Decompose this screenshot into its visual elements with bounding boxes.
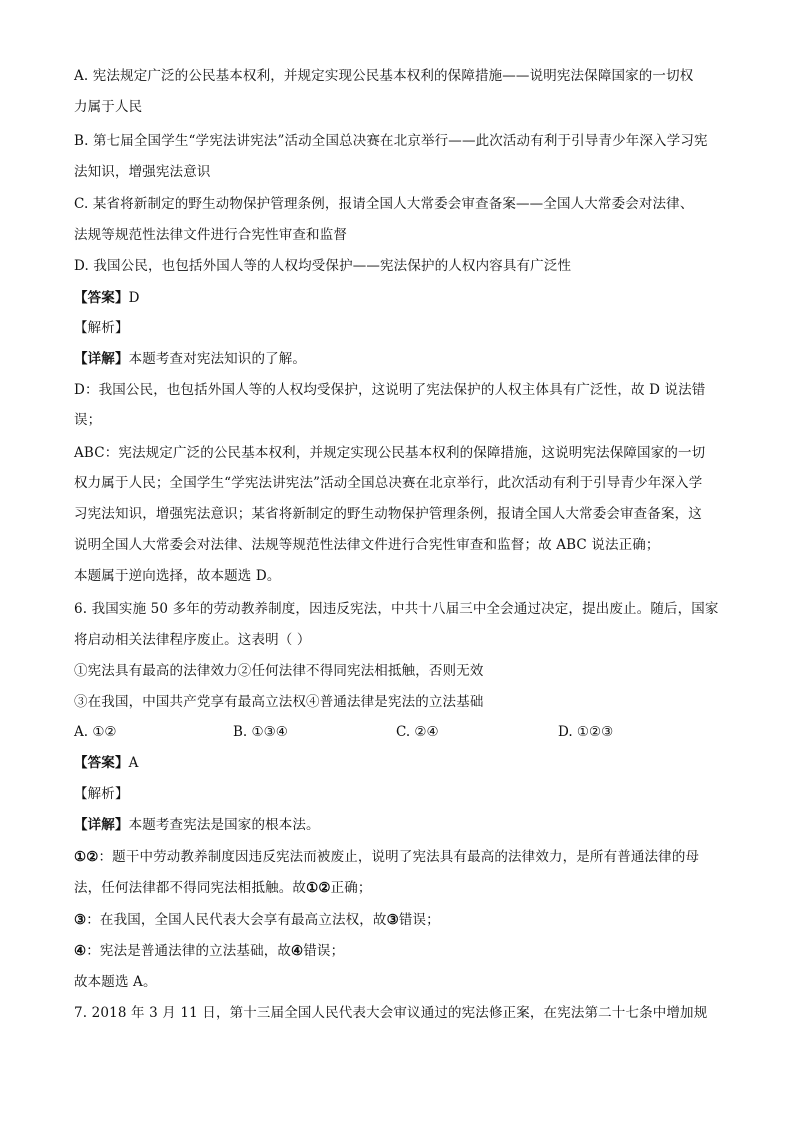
q6-statements-line2: ③在我国，中国共产党享有最高立法权④普通法律是宪法的立法基础 <box>74 694 484 710</box>
explain-text: ：宪法是普通法律的立法基础，故 <box>86 943 292 959</box>
explain-text: ：题干中劳动教养制度因违反宪法而被废止，说明了宪法具有最高的法律效力，是所有普通法律的母 <box>98 849 700 865</box>
q5-option-d-line1: D. 我国公民，也包括外国人等的人权均受保护——宪法保护的人权内容具有广泛性 <box>74 258 572 274</box>
q5-abc-explain-line1: ABC：宪法规定广泛的公民基本权利，并规定实现公民基本权利的保障措施，这说明宪法保障国家的一切 <box>74 445 706 461</box>
circled-marks: ①② <box>306 880 331 896</box>
q7-stem-line1: 7. 2018 年 3 月 11 日，第十三届全国人民代表大会审议通过的宪法修正案，在宪法第二十七条中增加规 <box>74 1005 708 1021</box>
q6-option-c: C. ②④ <box>396 724 439 740</box>
q6-conclusion: 故本题选 A。 <box>74 974 157 990</box>
q6-stem-line1: 6. 我国实施 50 多年的劳动教养制度，因违反宪法，中共十八届三中全会通过决定，提出废止。随后，国家 <box>74 601 719 617</box>
q6-explain-4 <box>74 941 724 961</box>
explain-text: ：在我国，全国人民代表大会享有最高立法权，故 <box>86 912 387 928</box>
q5-option-c-line1: C. 某省将新制定的野生动物保护管理条例，报请全国人大常委会审查备案——全国人大常委会对法律、 <box>74 196 694 212</box>
q5-d-explain-line2: 误； <box>74 412 102 428</box>
answer-value: D <box>128 290 140 306</box>
q6-explain-3 <box>74 910 724 930</box>
q5-option-b-line1: B. 第七届全国学生“学宪法讲宪法”活动全国总决赛在北京举行——此次活动有利于引导青少年深入学习宪 <box>74 133 708 149</box>
detail-intro: 本题考查对宪法知识的了解。 <box>128 351 307 367</box>
q5-option-a-line1: A. 宪法规定广泛的公民基本权利，并规定实现公民基本权利的保障措施——说明宪法保障国家的一切权 <box>74 68 694 84</box>
q6-option-a: A. ①② <box>74 724 117 740</box>
answer-value: A <box>128 755 139 771</box>
q6-option-b: B. ①③④ <box>233 724 288 740</box>
q5-option-b-line2: 法知识，增强宪法意识 <box>74 164 211 180</box>
answer-label: 【答案】 <box>74 755 129 771</box>
circled-mark: ④ <box>291 943 304 959</box>
q6-explain-12-line2 <box>74 878 724 898</box>
q5-option-a-line2: 力属于人民 <box>74 99 143 115</box>
q5-abc-explain-line2: 权力属于人民；全国学生“学宪法讲宪法”活动全国总决赛在北京举行，此次活动有利于引导青少年深入学 <box>74 475 703 491</box>
explain-text: 正确； <box>330 880 372 896</box>
answer-label: 【答案】 <box>74 290 129 306</box>
q5-abc-explain-line4: 说明全国人大常委会对法律、法规等规范性法律文件进行合宪性审查和监督；故 ABC 说法正确； <box>74 537 660 553</box>
q6-explain-12-line1 <box>74 847 724 867</box>
q5-conclusion: 本题属于逆向选择，故本题选 D。 <box>74 568 281 584</box>
q5-abc-explain-line3: 习宪法知识，增强宪法意识；某省将新制定的野生动物保护管理条例，报请全国人大常委会审查备案，这 <box>74 506 702 522</box>
detail-intro: 本题考查宪法是国家的根本法。 <box>128 817 320 833</box>
q6-stem-line2: 将启动相关法律程序废止。这表明（ ） <box>74 632 311 648</box>
q5-answer <box>74 288 724 308</box>
circled-mark: ③ <box>74 912 87 928</box>
explain-text: 错误； <box>303 943 345 959</box>
circled-mark: ③ <box>386 912 399 928</box>
q5-analysis-label: 【解析】 <box>74 320 129 336</box>
q6-option-d: D. ①②③ <box>558 724 614 740</box>
q6-answer <box>74 753 724 773</box>
q5-d-explain-line1: D：我国公民，也包括外国人等的人权均受保护，这说明了宪法保护的人权主体具有广泛性，故 D 说法错 <box>74 382 706 398</box>
q5-detail <box>74 349 724 369</box>
explain-text: 法，任何法律都不得同宪法相抵触。故 <box>74 880 307 896</box>
explain-text: 错误； <box>398 912 440 928</box>
q6-statements-line1: ①宪法具有最高的法律效力②任何法律不得同宪法相抵触，否则无效 <box>74 663 484 679</box>
detail-label: 【详解】 <box>74 351 129 367</box>
circled-mark: ④ <box>74 943 87 959</box>
q6-detail <box>74 815 724 835</box>
q6-analysis-label: 【解析】 <box>74 786 129 802</box>
circled-marks: ①② <box>74 849 99 865</box>
detail-label: 【详解】 <box>74 817 129 833</box>
q5-option-c-line2: 法规等规范性法律文件进行合宪性审查和监督 <box>74 227 347 243</box>
